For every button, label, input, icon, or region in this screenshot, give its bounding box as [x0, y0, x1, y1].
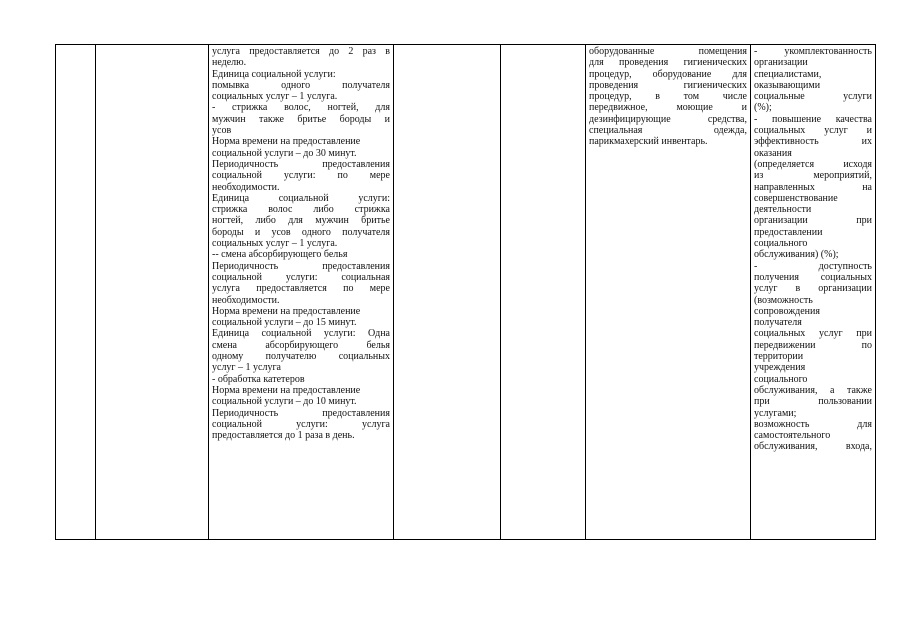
description-line: социальных услуг – 1 услуга. [212, 91, 338, 103]
indicator-line: специалистами, [754, 68, 822, 80]
description-line: неделю. [212, 57, 247, 69]
indicator-line: услугами; [754, 407, 797, 419]
description-line: - обработка катетеров [212, 373, 305, 385]
indicators-cell [751, 45, 876, 540]
description-line: усов [212, 125, 232, 137]
conditions-line: парикмахерский инвентарь. [589, 136, 708, 148]
description-line: социальной услуги: услуга [212, 418, 390, 430]
indicator-line: деятельности [754, 204, 812, 216]
indicator-line: оказывающими [754, 79, 821, 91]
description-line: социальных услуг – 1 услуга. [212, 238, 338, 250]
description-line: Норма времени на предоставление [212, 384, 361, 396]
indicator-line: социальные услуги [754, 91, 872, 103]
indicator-line: обслуживания, входа, [754, 441, 872, 453]
description-line: Единица социальной услуги: Одна [212, 328, 390, 340]
conditions-cell [586, 45, 751, 540]
conditions-line: проведения гигиенических [589, 79, 747, 91]
service-description-text [209, 45, 393, 441]
indicator-line: при пользовании [754, 396, 872, 408]
indicator-line: эффективность их [754, 136, 872, 148]
indicator-line: совершенствование [754, 192, 838, 204]
table-row [56, 45, 876, 540]
description-line: социальной услуги – до 30 минут. [212, 147, 357, 159]
description-line: Единица социальной услуги: [212, 192, 390, 204]
indicator-line: получения социальных [754, 271, 872, 283]
description-line: социальной услуги: социальная [212, 271, 390, 283]
description-line: смена абсорбирующего белья [212, 339, 390, 351]
indicator-line: обслуживания, а также [754, 384, 872, 396]
description-line: Периодичность предоставления [212, 158, 390, 170]
description-line: - стрижка волос, ногтей, для [212, 102, 390, 114]
description-line: мужчин также бритье бороды и [212, 113, 390, 125]
services-table [55, 44, 876, 540]
description-line: услуг – 1 услуга [212, 362, 281, 374]
indicator-line: социальных услуг и [754, 125, 872, 137]
indicator-line: - доступность [754, 260, 872, 272]
indicator-line: - повышение качества [754, 113, 872, 125]
description-line: бороды и усов одного получателя [212, 226, 390, 238]
description-line: стрижка волос либо стрижка [212, 204, 390, 216]
service-name-cell [96, 45, 209, 540]
service-description-cell [209, 45, 394, 540]
indicator-line: организации [754, 57, 808, 69]
description-line: услуга предоставляется до 2 раз в [212, 46, 390, 57]
conditions-line: дезинфицирующие средства, [589, 113, 747, 125]
indicator-line: социальных услуг при [754, 328, 872, 340]
indicator-line: возможность для [754, 418, 872, 430]
description-line: Периодичность предоставления [212, 260, 390, 272]
indicators-text [751, 45, 875, 453]
conditions-line: оборудованные помещения [589, 46, 747, 57]
description-line: Норма времени на предоставление [212, 136, 361, 148]
indicator-line: обслуживания) (%); [754, 249, 839, 261]
description-line: социальной услуги – до 15 минут. [212, 317, 357, 329]
indicator-line: социального [754, 238, 808, 250]
indicator-line: получателя [754, 317, 802, 329]
indicator-line: услуг в организации [754, 283, 872, 295]
conditions-line: передвижное, моющие и [589, 102, 747, 114]
conditions-line: процедур, в том числе [589, 91, 747, 103]
conditions-line: процедур, оборудование для [589, 68, 747, 80]
indicator-line: учреждения [754, 362, 806, 374]
description-line: помывка одного получателя [212, 79, 390, 91]
indicator-line: предоставлении [754, 226, 823, 238]
number-cell [56, 45, 96, 540]
indicator-line: территории [754, 351, 804, 363]
indicator-line: социального [754, 373, 808, 385]
indicator-line: организации при [754, 215, 872, 227]
description-line: Единица социальной услуги: [212, 68, 336, 80]
description-line: социальной услуги: по мере [212, 170, 390, 182]
description-line: -- смена абсорбирующего белья [212, 249, 348, 261]
description-line: необходимости. [212, 294, 280, 306]
description-line: Норма времени на предоставление [212, 305, 361, 317]
indicator-line: из мероприятий, [754, 170, 872, 182]
description-line: предоставляется до 1 раза в день. [212, 430, 355, 442]
indicator-line: - укомплектованность [754, 46, 872, 57]
description-line: услуга предоставляется по мере [212, 283, 390, 295]
conditions-line: специальная одежда, [589, 125, 747, 137]
conditions-text [586, 45, 750, 148]
description-line: ногтей, либо для мужчин бритье [212, 215, 390, 227]
description-line: одному получателю социальных [212, 351, 390, 363]
indicator-line: (%); [754, 102, 772, 114]
indicator-line: сопровождения [754, 305, 820, 317]
description-line: необходимости. [212, 181, 280, 193]
indicator-line: самостоятельного [754, 430, 831, 442]
indicator-line: передвижении по [754, 339, 872, 351]
empty-cell [501, 45, 586, 540]
description-line: социальной услуги – до 10 минут. [212, 396, 357, 408]
description-line: Периодичность предоставления [212, 407, 390, 419]
indicator-line: (определяется исходя [754, 158, 872, 170]
indicator-line: (возможность [754, 294, 813, 306]
indicator-line: оказания [754, 147, 792, 159]
indicator-line: направленных на [754, 181, 872, 193]
empty-cell [394, 45, 501, 540]
conditions-line: для проведения гигиенических [589, 57, 747, 69]
